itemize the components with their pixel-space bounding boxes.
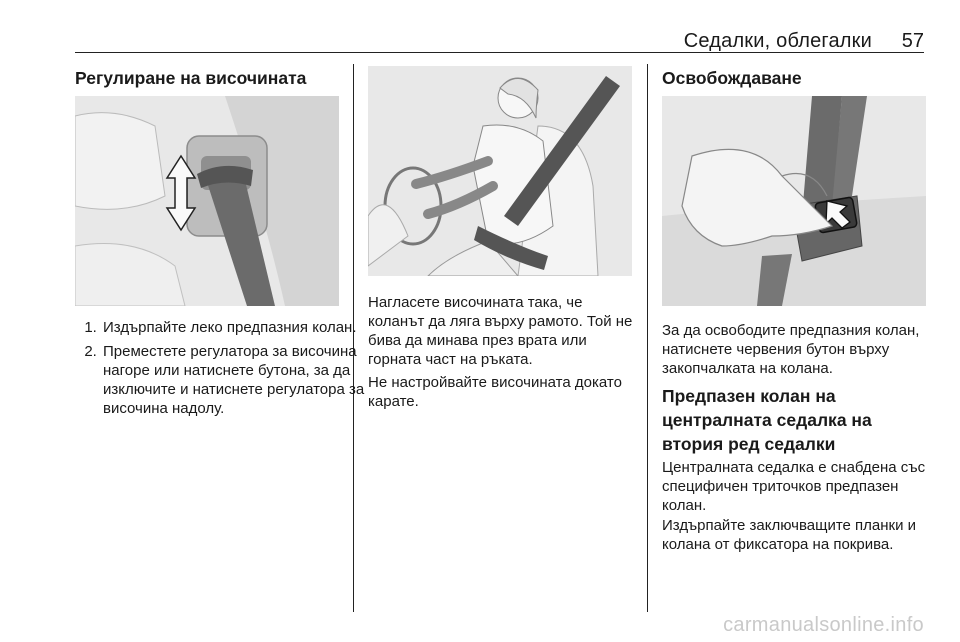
page-number: 57 — [901, 30, 924, 52]
figure-belt-release — [662, 96, 926, 306]
paragraph-center-seat-description: Централната седалка е снабдена със специфичен триточков предпазен колан. — [662, 459, 926, 514]
figure-belt-on-shoulder — [368, 66, 632, 276]
heading-height-adjustment: Регулиране на височината — [75, 68, 307, 88]
step-item: 2. Преместете регулатора за височина нагоре или натиснете бутона, за да изключите и натиснете регулатора за височина надолу. — [101, 342, 371, 418]
heading-center-seat-belt: Предпазен колан на централната седалка на втория ред седалки — [662, 386, 872, 454]
step-item: 1. Издърпайте леко предпазния колан. — [101, 318, 371, 337]
column-divider-right — [647, 64, 648, 612]
buckle-release-illustration — [662, 96, 926, 306]
adjustment-steps-list — [75, 318, 371, 423]
section-title: Седалки, облегалки — [683, 30, 872, 52]
paragraph-pull-latch-plates: Издърпайте заключващите планки и колана от фиксатора на покрива. — [662, 517, 917, 553]
paragraph-no-adjust-while-driving: Не настройвайте височината докато карате. — [368, 374, 622, 410]
heading-release: Освобождаване — [662, 68, 802, 88]
header-rule — [75, 52, 924, 53]
paragraph-release-instructions: За да освободите предпазния колан, натиснете червения бутон върху закопчалката на колана. — [662, 322, 920, 377]
watermark: carmanualsonline.info — [723, 614, 924, 636]
figure-belt-height-adjuster — [75, 96, 339, 306]
belt-adjuster-illustration — [75, 96, 339, 306]
driver-with-belt-illustration — [368, 66, 632, 276]
paragraph-belt-height-advice: Нагласете височината така, че коланът да ляга върху рамото. Той не бива да минава през врата или горната част на ръката. — [368, 294, 633, 368]
